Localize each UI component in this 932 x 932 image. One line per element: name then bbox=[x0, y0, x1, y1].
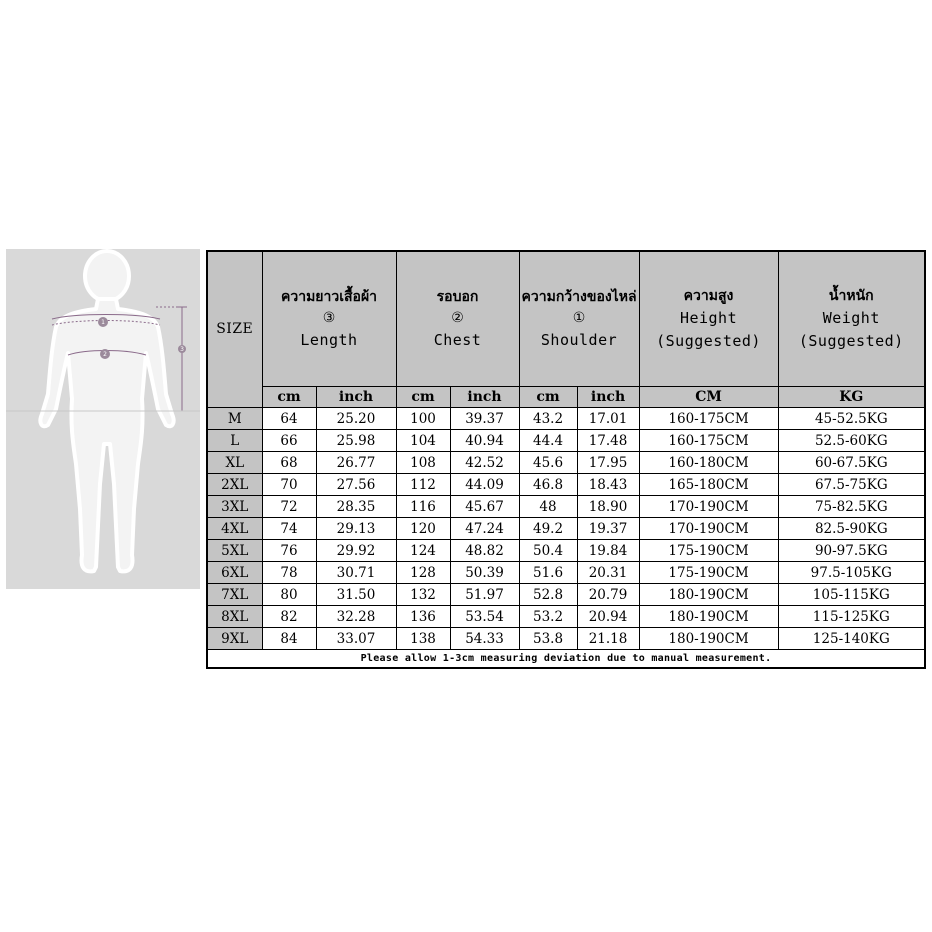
size-rows bbox=[207, 408, 925, 650]
size-label: 9XL bbox=[207, 628, 262, 650]
table-cell: 82 bbox=[262, 606, 316, 628]
size-label: 7XL bbox=[207, 584, 262, 606]
table-cell: 45.6 bbox=[519, 452, 577, 474]
table-cell: 31.50 bbox=[316, 584, 396, 606]
table-cell: 50.4 bbox=[519, 540, 577, 562]
table-cell: 75-82.5KG bbox=[778, 496, 925, 518]
table-cell: 20.94 bbox=[577, 606, 639, 628]
table-cell: 72 bbox=[262, 496, 316, 518]
table-row bbox=[207, 408, 925, 430]
shoulder-header: ความกว้างของไหล่ ① Shoulder bbox=[519, 251, 639, 387]
table-cell: 30.71 bbox=[316, 562, 396, 584]
unit-cell: inch bbox=[316, 387, 396, 408]
header-row bbox=[207, 251, 925, 387]
table-cell: 170-190CM bbox=[639, 518, 778, 540]
table-cell: 120 bbox=[396, 518, 450, 540]
table-cell: 45-52.5KG bbox=[778, 408, 925, 430]
table-cell: 125-140KG bbox=[778, 628, 925, 650]
table-cell: 70 bbox=[262, 474, 316, 496]
size-label: 2XL bbox=[207, 474, 262, 496]
size-label: 4XL bbox=[207, 518, 262, 540]
table-cell: 108 bbox=[396, 452, 450, 474]
table-cell: 175-190CM bbox=[639, 540, 778, 562]
table-cell: 26.77 bbox=[316, 452, 396, 474]
table-cell: 51.6 bbox=[519, 562, 577, 584]
table-cell: 76 bbox=[262, 540, 316, 562]
table-cell: 80 bbox=[262, 584, 316, 606]
table-cell: 74 bbox=[262, 518, 316, 540]
table-row bbox=[207, 628, 925, 650]
table-cell: 28.35 bbox=[316, 496, 396, 518]
unit-row bbox=[207, 387, 925, 408]
table-cell: 33.07 bbox=[316, 628, 396, 650]
table-cell: 64 bbox=[262, 408, 316, 430]
unit-cell: CM bbox=[639, 387, 778, 408]
table-cell: 44.09 bbox=[450, 474, 519, 496]
chest-header: รอบอก ② Chest bbox=[396, 251, 519, 387]
table-cell: 39.37 bbox=[450, 408, 519, 430]
measurement-note: Please allow 1-3cm measuring deviation due to manual measurement. bbox=[207, 650, 925, 669]
table-cell: 82.5-90KG bbox=[778, 518, 925, 540]
size-chart-table bbox=[206, 250, 926, 669]
table-cell: 21.18 bbox=[577, 628, 639, 650]
unit-cell: cm bbox=[396, 387, 450, 408]
table-cell: 180-190CM bbox=[639, 628, 778, 650]
table-cell: 66 bbox=[262, 430, 316, 452]
table-cell: 18.90 bbox=[577, 496, 639, 518]
table-row bbox=[207, 540, 925, 562]
table-cell: 104 bbox=[396, 430, 450, 452]
body-silhouette-icon bbox=[6, 249, 200, 589]
unit-cell: KG bbox=[778, 387, 925, 408]
table-cell: 49.2 bbox=[519, 518, 577, 540]
size-label: M bbox=[207, 408, 262, 430]
table-cell: 18.43 bbox=[577, 474, 639, 496]
table-cell: 29.92 bbox=[316, 540, 396, 562]
table-cell: 165-180CM bbox=[639, 474, 778, 496]
unit-cell: cm bbox=[262, 387, 316, 408]
table-row bbox=[207, 496, 925, 518]
table-cell: 19.84 bbox=[577, 540, 639, 562]
table-cell: 180-190CM bbox=[639, 584, 778, 606]
size-label: L bbox=[207, 430, 262, 452]
table-cell: 17.95 bbox=[577, 452, 639, 474]
table-cell: 84 bbox=[262, 628, 316, 650]
table-cell: 42.52 bbox=[450, 452, 519, 474]
table-row bbox=[207, 562, 925, 584]
table-cell: 32.28 bbox=[316, 606, 396, 628]
table-row bbox=[207, 606, 925, 628]
table-cell: 48 bbox=[519, 496, 577, 518]
table-cell: 160-180CM bbox=[639, 452, 778, 474]
table-cell: 54.33 bbox=[450, 628, 519, 650]
table-cell: 100 bbox=[396, 408, 450, 430]
table-row bbox=[207, 430, 925, 452]
table-cell: 116 bbox=[396, 496, 450, 518]
size-label: 8XL bbox=[207, 606, 262, 628]
table-cell: 53.54 bbox=[450, 606, 519, 628]
table-cell: 136 bbox=[396, 606, 450, 628]
table-cell: 51.97 bbox=[450, 584, 519, 606]
weight-header: น้ำหนัก Weight (Suggested) bbox=[778, 251, 925, 387]
table-row bbox=[207, 452, 925, 474]
table-cell: 27.56 bbox=[316, 474, 396, 496]
table-cell: 170-190CM bbox=[639, 496, 778, 518]
table-cell: 45.67 bbox=[450, 496, 519, 518]
table-cell: 124 bbox=[396, 540, 450, 562]
table-cell: 50.39 bbox=[450, 562, 519, 584]
size-label: 5XL bbox=[207, 540, 262, 562]
table-cell: 20.79 bbox=[577, 584, 639, 606]
table-cell: 25.20 bbox=[316, 408, 396, 430]
table-row bbox=[207, 584, 925, 606]
table-cell: 115-125KG bbox=[778, 606, 925, 628]
size-label: 6XL bbox=[207, 562, 262, 584]
table-cell: 44.4 bbox=[519, 430, 577, 452]
table-cell: 105-115KG bbox=[778, 584, 925, 606]
table-cell: 128 bbox=[396, 562, 450, 584]
table-cell: 53.8 bbox=[519, 628, 577, 650]
table-cell: 67.5-75KG bbox=[778, 474, 925, 496]
table-cell: 19.37 bbox=[577, 518, 639, 540]
table-cell: 43.2 bbox=[519, 408, 577, 430]
table-row bbox=[207, 518, 925, 540]
table-cell: 175-190CM bbox=[639, 562, 778, 584]
table-cell: 40.94 bbox=[450, 430, 519, 452]
table-cell: 48.82 bbox=[450, 540, 519, 562]
table-cell: 25.98 bbox=[316, 430, 396, 452]
table-cell: 46.8 bbox=[519, 474, 577, 496]
table-row bbox=[207, 474, 925, 496]
table-cell: 90-97.5KG bbox=[778, 540, 925, 562]
table-cell: 97.5-105KG bbox=[778, 562, 925, 584]
marker-label-1: 1 bbox=[101, 319, 105, 326]
table-cell: 17.48 bbox=[577, 430, 639, 452]
body-figure bbox=[6, 249, 200, 589]
table-cell: 160-175CM bbox=[639, 430, 778, 452]
table-cell: 112 bbox=[396, 474, 450, 496]
table-cell: 180-190CM bbox=[639, 606, 778, 628]
size-label: 3XL bbox=[207, 496, 262, 518]
table-cell: 132 bbox=[396, 584, 450, 606]
table-cell: 47.24 bbox=[450, 518, 519, 540]
table-cell: 20.31 bbox=[577, 562, 639, 584]
marker-label-2: 2 bbox=[103, 351, 107, 358]
table-cell: 60-67.5KG bbox=[778, 452, 925, 474]
table-cell: 78 bbox=[262, 562, 316, 584]
table-cell: 138 bbox=[396, 628, 450, 650]
length-header: ความยาวเสื้อผ้า ③ Length bbox=[262, 251, 396, 387]
unit-cell: inch bbox=[450, 387, 519, 408]
size-header: SIZE bbox=[207, 251, 262, 408]
unit-cell: inch bbox=[577, 387, 639, 408]
table-cell: 53.2 bbox=[519, 606, 577, 628]
table-cell: 68 bbox=[262, 452, 316, 474]
table-cell: 29.13 bbox=[316, 518, 396, 540]
table-cell: 160-175CM bbox=[639, 408, 778, 430]
table-cell: 17.01 bbox=[577, 408, 639, 430]
table-cell: 52.5-60KG bbox=[778, 430, 925, 452]
unit-cell: cm bbox=[519, 387, 577, 408]
height-header: ความสูง Height (Suggested) bbox=[639, 251, 778, 387]
table-cell: 52.8 bbox=[519, 584, 577, 606]
note-row bbox=[207, 650, 925, 669]
size-label: XL bbox=[207, 452, 262, 474]
marker-label-3: 3 bbox=[180, 346, 184, 353]
